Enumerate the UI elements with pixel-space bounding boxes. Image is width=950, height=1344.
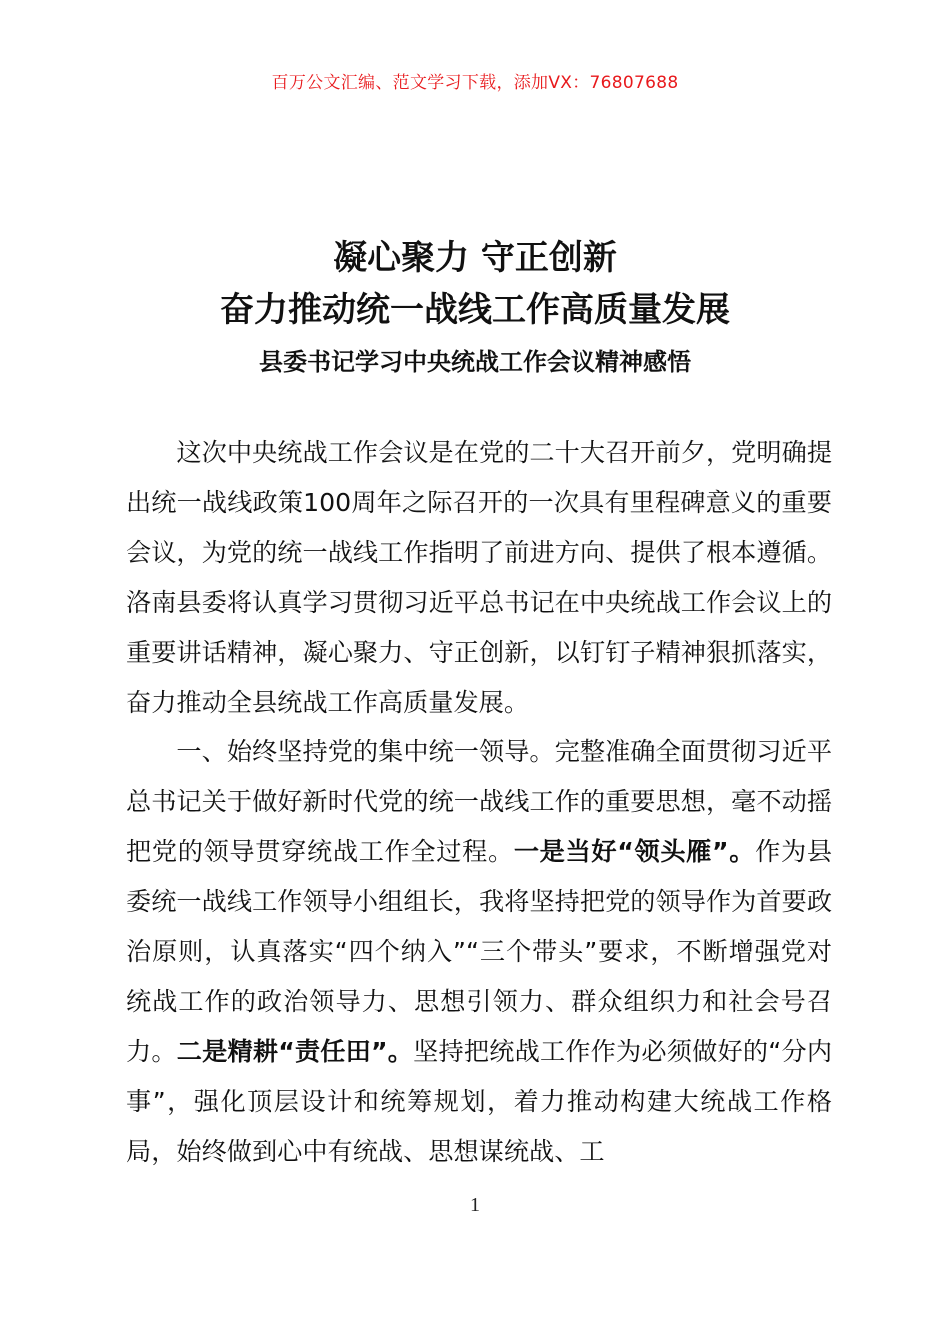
document-body: [126, 428, 832, 1177]
paragraph-2-mid: 作为县委统一战线工作领导小组组长，我将坚持把党的领导作为首要政治原则，认真落实“四个纳入”“三个带头”要求，不断增强党对统战工作的政治领导力、思想引领力、群众组织力和社会号召力。: [126, 837, 833, 1066]
paragraph-2-point-1: 一是当好“领头雁”。: [513, 837, 756, 867]
paragraph-2-intro: 一、始终坚持党的集中统一领导。完整准确全面贯彻习近平总书记关于做好新时代党的统一战线工作的重要思想，毫不动摇把党的领导贯穿统战工作全过程。: [126, 737, 832, 867]
page-number: 1: [470, 1194, 480, 1216]
paragraph-2-point-2: 二是精耕“责任田”。: [176, 1036, 414, 1066]
paragraph-2: [126, 727, 832, 1176]
title-line-2: 奋力推动统一战线工作高质量发展: [220, 290, 730, 330]
title-block: [0, 232, 950, 382]
header-watermark-note: 百万公文汇编、范文学习下载，添加VX：76807688: [271, 73, 679, 93]
subtitle: 县委书记学习中央统战工作会议精神感悟: [259, 348, 691, 376]
paragraph-1: [126, 428, 832, 727]
paragraph-2-tail: 坚持把统战工作作为必须做好的“分内事”，强化顶层设计和统筹规划，着力推动构建大统战工作格局，始终做到心中有统战、思想谋统战、工: [126, 1036, 833, 1166]
paragraph-1-text: 这次中央统战工作会议是在党的二十大召开前夕，党明确提出统一战线政策100周年之际召开的一次具有里程碑意义的重要会议，为党的统一战线工作指明了前进方向、提供了根本遵循。洛南县委将认真学习贯彻习近平总书记在中央统战工作会议上的重要讲话精神，凝心聚力、守正创新，以钉钉子精神狠抓落实，奋力推动全县统战工作高质量发展。: [126, 438, 832, 717]
title-line-1: 凝心聚力 守正创新: [333, 238, 617, 278]
